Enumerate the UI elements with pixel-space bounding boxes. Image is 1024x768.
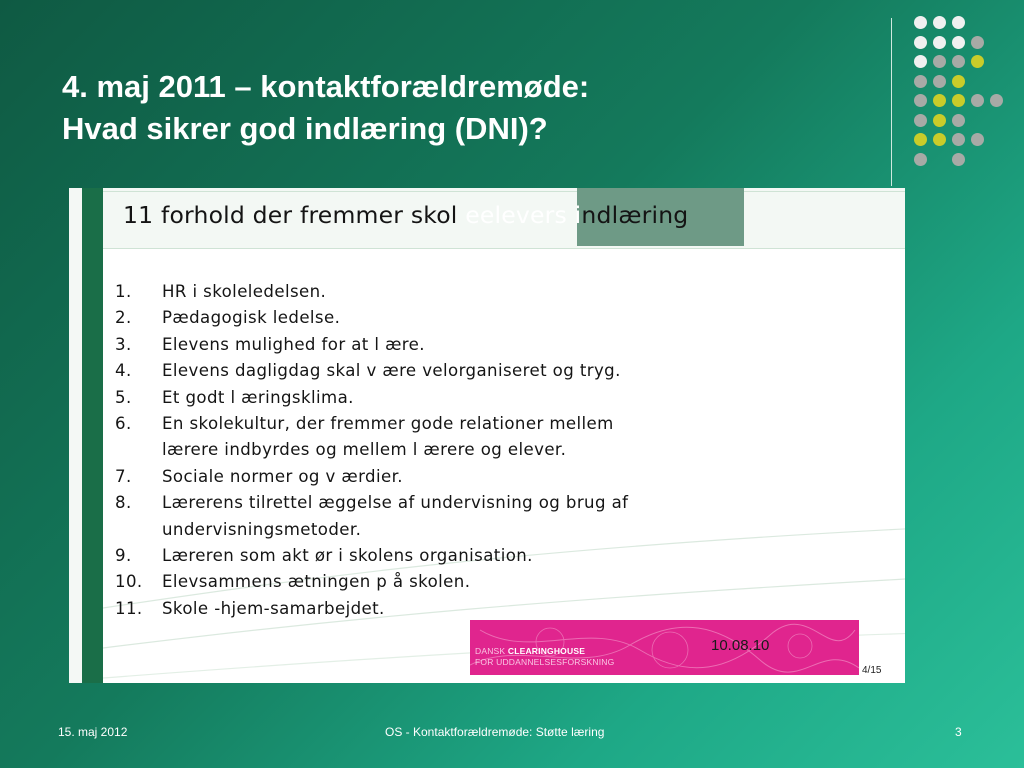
list-item-line: Elevens dagligdag skal v ære velorganiseret og tryg. <box>162 361 621 381</box>
decorative-dot <box>952 75 965 88</box>
list-item-number: 11. <box>115 598 143 618</box>
footer-page-number: 3 <box>955 725 962 739</box>
decorative-dot <box>914 75 927 88</box>
list-item-line: undervisningsmetoder. <box>162 519 362 539</box>
list-item-line: Elevsammens ætningen p å skolen. <box>162 572 471 592</box>
list-item-text <box>162 305 340 331</box>
embedded-page-number: 4/15 <box>862 665 882 676</box>
decorative-dot <box>971 36 984 49</box>
list-item-text <box>162 569 470 595</box>
list-item-number: 3. <box>115 334 132 354</box>
embedded-top-rule <box>69 191 905 192</box>
decorative-dot <box>971 133 984 146</box>
decorative-dot-grid <box>914 16 1014 166</box>
conditions-list <box>115 279 628 622</box>
list-item-line: Skole -hjem-samarbejdet. <box>162 598 385 618</box>
decorative-dot <box>933 75 946 88</box>
list-item-text <box>162 279 326 305</box>
list-item <box>115 596 628 622</box>
embedded-heading-part-1: 11 forhold der fremmer skol <box>123 201 458 229</box>
list-item <box>115 490 628 543</box>
list-item-text <box>162 490 628 543</box>
decorative-dot <box>933 55 946 68</box>
embedded-heading-part-3: ndlæring <box>581 201 689 229</box>
slide-title-line-2: Hvad sikrer god indlæring (DNI)? <box>62 111 548 146</box>
slide-title <box>62 66 822 150</box>
footer-date: 15. maj 2012 <box>58 725 128 739</box>
list-item-number: 8. <box>115 493 132 513</box>
banner-date: 10.08.10 <box>711 637 770 654</box>
list-item-line: Et godt l æringsklima. <box>162 387 354 407</box>
decorative-dot <box>990 94 1003 107</box>
banner-line-1: DANSK CLEARINGHOUSE <box>475 646 586 656</box>
banner-line-2: FOR UDDANNELSESFORSKNING <box>475 657 615 667</box>
decorative-dot <box>914 153 927 166</box>
list-item-line: Sociale normer og v ærdier. <box>162 466 403 486</box>
list-item-number: 5. <box>115 387 132 407</box>
list-item-number: 6. <box>115 414 132 434</box>
decorative-dot <box>914 55 927 68</box>
embedded-slide-image <box>69 188 905 683</box>
decorative-dot <box>933 16 946 29</box>
list-item <box>115 358 628 384</box>
list-item-line: Pædagogisk ledelse. <box>162 308 341 328</box>
decorative-dot <box>952 55 965 68</box>
list-item-line: Lærerens tilrettel æggelse af undervisning og brug af <box>162 493 629 513</box>
decorative-dot <box>933 94 946 107</box>
list-item <box>115 305 628 331</box>
list-item <box>115 464 628 490</box>
list-item-line: Elevens mulighed for at l ære. <box>162 334 425 354</box>
list-item-line: En skolekultur, der fremmer gode relationer mellem <box>162 414 614 434</box>
decorative-dot <box>971 94 984 107</box>
embedded-left-margin <box>69 188 83 683</box>
list-item-text <box>162 358 621 384</box>
list-item <box>115 411 628 464</box>
embedded-heading-part-2: eelevers i <box>465 201 582 229</box>
list-item-text <box>162 332 425 358</box>
decorative-dot <box>914 114 927 127</box>
decorative-dot <box>914 94 927 107</box>
decorative-dot <box>933 114 946 127</box>
list-item <box>115 543 628 569</box>
list-item-number: 2. <box>115 308 132 328</box>
decorative-dot <box>971 55 984 68</box>
decorative-dot <box>952 94 965 107</box>
list-item-text <box>162 464 403 490</box>
decorative-dot <box>914 16 927 29</box>
decorative-dot <box>952 114 965 127</box>
decorative-vertical-line <box>891 18 892 186</box>
list-item-number: 1. <box>115 282 132 301</box>
footer-title: OS - Kontaktforældremøde: Støtte læring <box>385 725 605 739</box>
list-item-number: 4. <box>115 361 132 381</box>
decorative-dot <box>933 133 946 146</box>
list-item-number: 7. <box>115 466 132 486</box>
list-item-line: lærere indbyrdes og mellem l ærere og elever. <box>162 440 567 460</box>
list-item-number: 10. <box>115 572 143 592</box>
decorative-dot <box>952 133 965 146</box>
decorative-dot <box>914 133 927 146</box>
list-item-text <box>162 411 614 464</box>
decorative-dot <box>933 36 946 49</box>
decorative-dot <box>952 16 965 29</box>
embedded-left-green-bar <box>82 188 103 683</box>
list-item <box>115 332 628 358</box>
list-item-number: 9. <box>115 546 132 566</box>
list-item-text <box>162 596 385 622</box>
list-item-text <box>162 543 533 569</box>
decorative-dot <box>952 36 965 49</box>
slide-title-line-1: 4. maj 2011 – kontaktforældremøde: <box>62 69 590 104</box>
list-item-line: Læreren som akt ør i skolens organisation. <box>162 546 533 566</box>
list-item-line: HR i skoleledelsen. <box>162 282 327 301</box>
clearinghouse-banner <box>470 620 859 675</box>
list-item <box>115 385 628 411</box>
list-item <box>115 279 628 305</box>
list-item <box>115 569 628 595</box>
embedded-heading <box>123 201 688 235</box>
decorative-dot <box>914 36 927 49</box>
list-item-text <box>162 385 354 411</box>
decorative-dot <box>952 153 965 166</box>
